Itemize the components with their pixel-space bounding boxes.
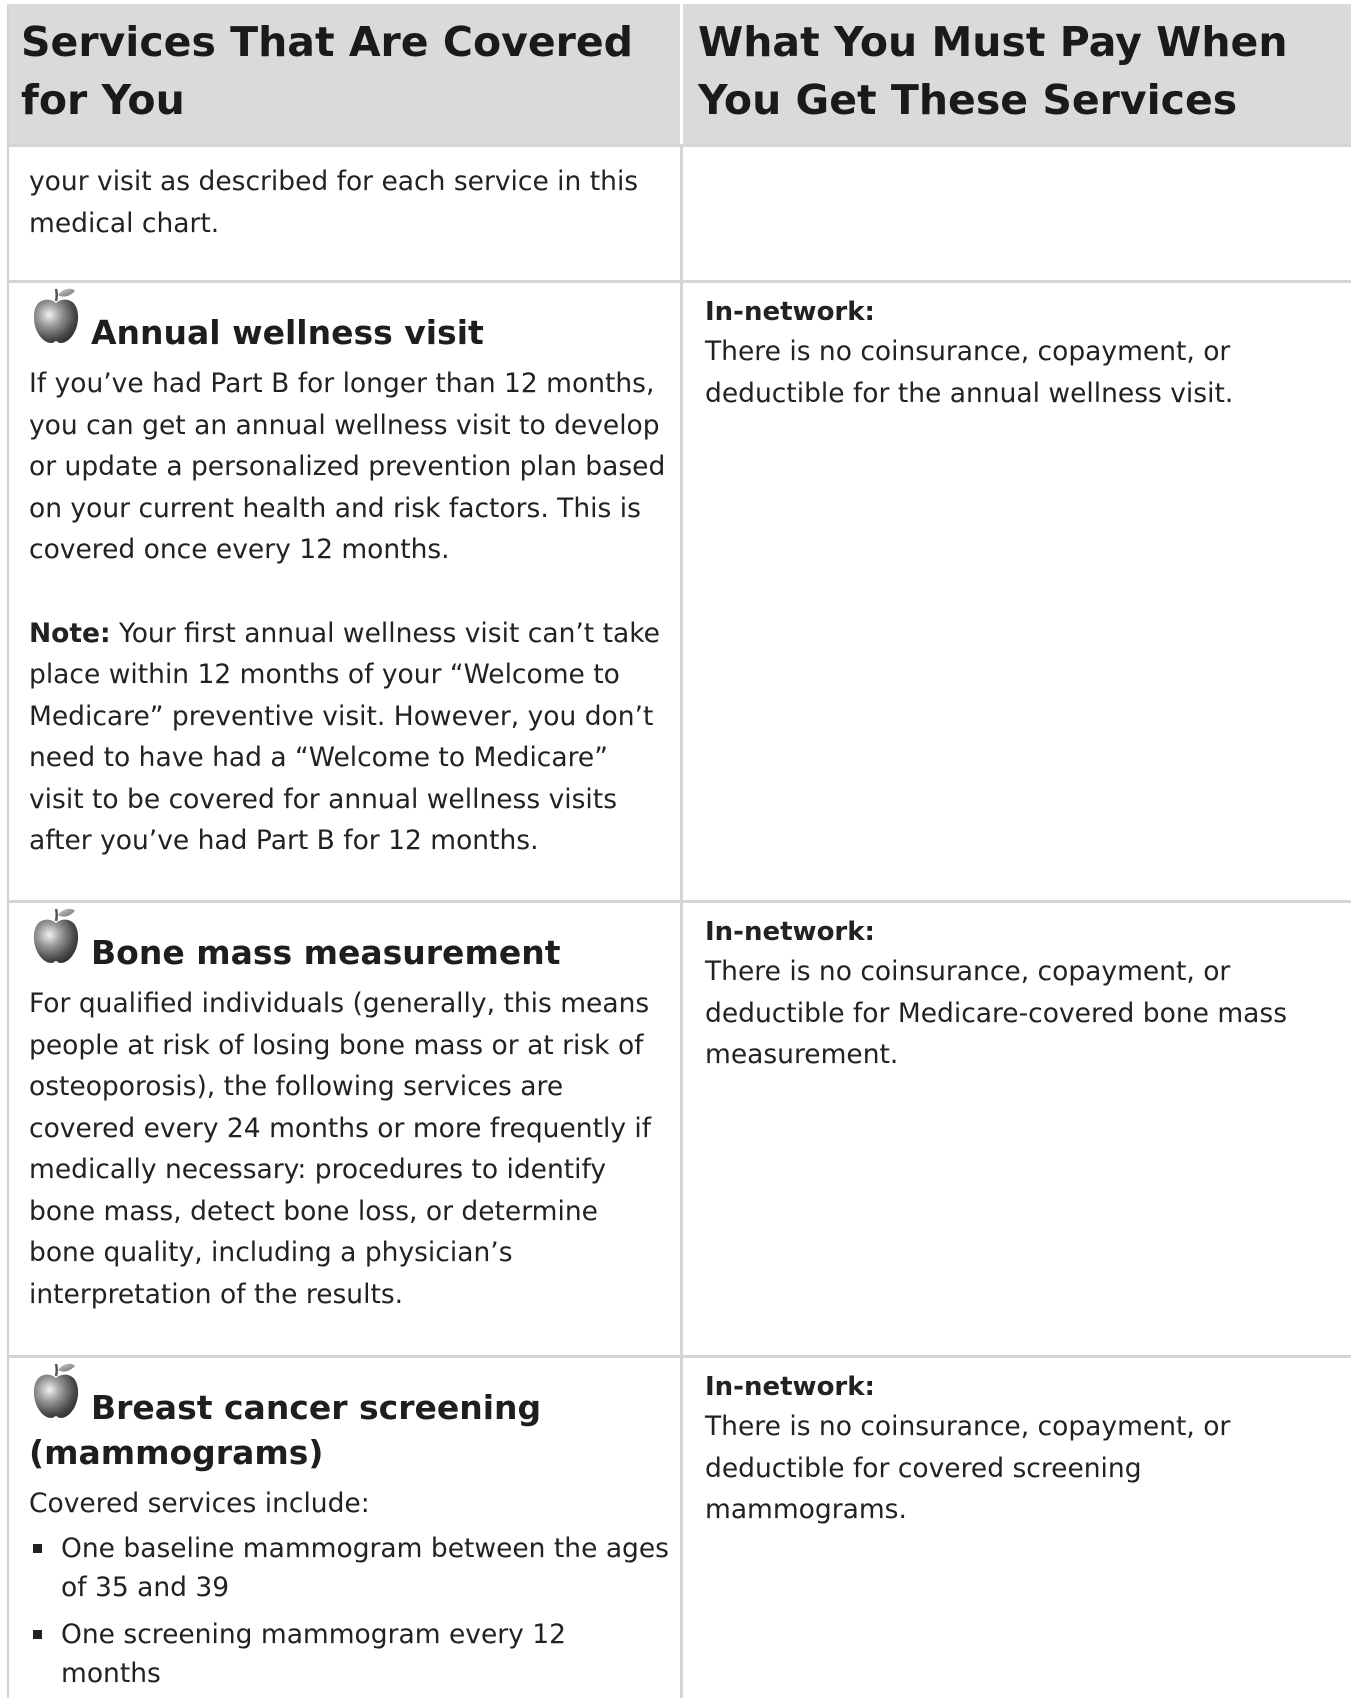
service-description: For qualified individuals (generally, this means people at risk of losing bone mass or at risk of osteoporosis), the following services are covered every 24 months or more frequently if medically necessary: procedures to identify bone mass, detect bone loss, or determine bone quality, including a physician’s interpretation of the results.: [29, 988, 652, 1310]
table-row-annual-wellness: [9, 283, 1351, 903]
cost-cell: [683, 1358, 1351, 1698]
header-services-covered: Services That Are Covered for You: [9, 4, 683, 144]
service-name: Annual wellness visit: [91, 313, 484, 352]
apple-icon: [31, 905, 81, 967]
list-item-text: One baseline mammogram between the ages of 35 and 39: [61, 1532, 669, 1603]
note-label: Note:: [29, 617, 111, 649]
cost-description: There is no coinsurance, copayment, or deductible for covered screening mammograms.: [705, 1411, 1231, 1525]
continuation-cell: [9, 147, 683, 280]
service-intro: Covered services include:: [29, 1488, 370, 1519]
bullet-square-icon: [33, 1544, 42, 1553]
service-title: [29, 293, 670, 355]
service-cell: [9, 903, 683, 1355]
service-name: Bone mass measurement: [91, 933, 561, 972]
service-title: [29, 1368, 670, 1430]
table-header-row: [9, 4, 1351, 147]
cost-description: There is no coinsurance, copayment, or deductible for the annual wellness visit.: [705, 336, 1234, 409]
continuation-text: your visit as described for each service in this medical chart.: [29, 166, 639, 239]
header-what-you-pay: What You Must Pay When You Get These Services: [698, 18, 1288, 124]
service-name-continued: (mammograms): [29, 1433, 324, 1472]
in-network-label: In-network:: [705, 1372, 875, 1402]
table-row-continuation: [9, 147, 1351, 283]
table-row-breast-cancer-screening: [9, 1358, 1351, 1698]
service-cell: [9, 283, 683, 900]
in-network-label: In-network:: [705, 917, 875, 947]
coverage-table: [7, 4, 1351, 1698]
service-note: [29, 613, 670, 862]
cost-description: There is no coinsurance, copayment, or deductible for Medicare-covered bone mass measurement.: [705, 956, 1288, 1070]
apple-icon: [31, 285, 81, 347]
list-item-text: One screening mammogram every 12 months: [61, 1618, 566, 1689]
apple-icon: [31, 1360, 81, 1422]
in-network-label: In-network:: [705, 297, 875, 327]
service-name: Breast cancer screening: [91, 1388, 542, 1427]
covered-services-list: [29, 1529, 670, 1693]
list-item: [29, 1615, 670, 1693]
list-item: [29, 1529, 670, 1607]
bullet-square-icon: [33, 1630, 42, 1639]
service-title: [29, 913, 670, 975]
service-cell: [9, 1358, 683, 1698]
cost-cell: [683, 903, 1351, 1355]
cost-cell: [683, 283, 1351, 900]
service-description: If you’ve had Part B for longer than 12 months, you can get an annual wellness visit to develop or update a personalized prevention plan based on your current health and risk factors. This is covered once every 12 months.: [29, 368, 666, 565]
table-row-bone-mass: [9, 903, 1351, 1358]
note-text: Your first annual wellness visit can’t take place within 12 months of your “Welcome to Medicare” preventive visit. However, you don’t need to have had a “Welcome to Medicare” visit to be covered for annual wellness visits after you’ve had Part B for 12 months.: [29, 617, 660, 856]
continuation-cost-cell: [683, 147, 1351, 280]
